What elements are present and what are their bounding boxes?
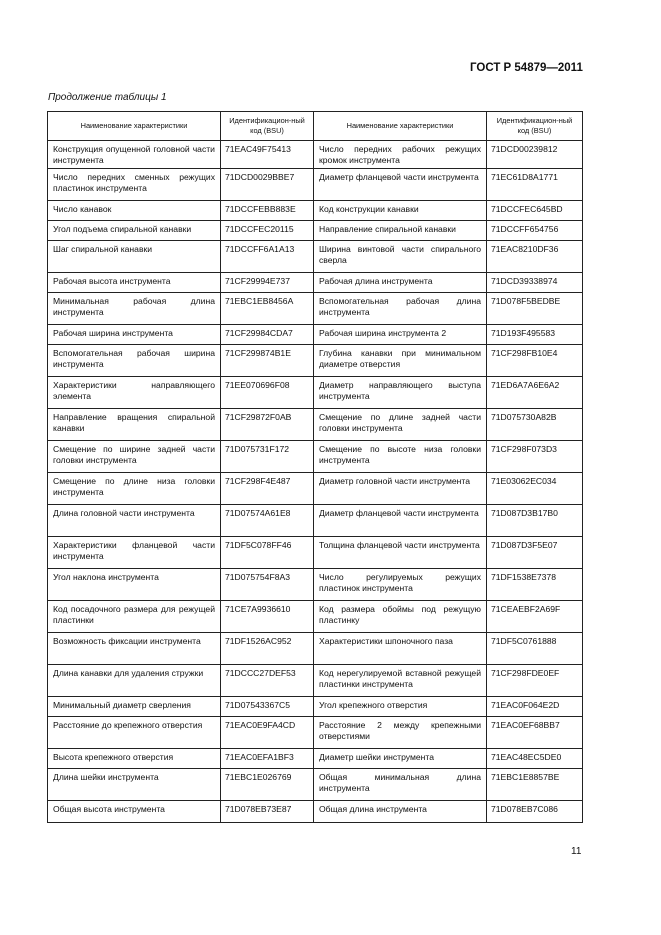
identification-code: 71D087D3B17B0 (487, 505, 583, 537)
standard-number: ГОСТ Р 54879—2011 (470, 62, 583, 74)
identification-code: 71D087D3F5E07 (487, 537, 583, 569)
table-row (48, 665, 583, 697)
column-header: Идентификацион-ный код (BSU) (487, 112, 583, 141)
characteristic-name: Диаметр фланцевой части инструмента (314, 505, 487, 537)
characteristic-name: Код посадочного размера для режущей пластинки (48, 601, 221, 633)
characteristic-name: Шаг спиральной канавки (48, 241, 221, 273)
identification-code: 71EE070696F08 (221, 377, 314, 409)
characteristic-name: Длина головной части инструмента (48, 505, 221, 537)
characteristic-name: Длина шейки инструмента (48, 769, 221, 801)
table-row (48, 293, 583, 325)
identification-code: 71D075754F8A3 (221, 569, 314, 601)
characteristic-name: Вспомогательная рабочая ширина инструмента (48, 345, 221, 377)
identification-code: 71EAC0F064E2D (487, 697, 583, 717)
identification-code: 71CEAEBF2A69F (487, 601, 583, 633)
identification-code: 71EAC0E9FA4CD (221, 717, 314, 749)
characteristic-name: Диаметр головной части инструмента (314, 473, 487, 505)
identification-code: 71EBC1EB8456A (221, 293, 314, 325)
identification-code: 71DCD39338974 (487, 273, 583, 293)
characteristic-name: Рабочая ширина инструмента 2 (314, 325, 487, 345)
table-row (48, 569, 583, 601)
characteristic-name: Толщина фланцевой части инструмента (314, 537, 487, 569)
identification-code: 71EC61D8A1771 (487, 169, 583, 201)
characteristic-name: Глубина канавки при минимальном диаметре отверстия (314, 345, 487, 377)
identification-code: 71DCCC27DEF53 (221, 665, 314, 697)
identification-code: 71D078EB73E87 (221, 801, 314, 823)
identification-code: 71D07574A61E8 (221, 505, 314, 537)
characteristic-name: Угол крепежного отверстия (314, 697, 487, 717)
identification-code: 71D193F495583 (487, 325, 583, 345)
identification-code: 71CF299874B1E (221, 345, 314, 377)
table-row (48, 345, 583, 377)
table-header-row (48, 112, 583, 141)
characteristic-name: Число канавок (48, 201, 221, 221)
characteristic-name: Расстояние 2 между крепежными отверстиями (314, 717, 487, 749)
characteristic-name: Конструкция опущенной головной части инструмента (48, 141, 221, 169)
identification-code: 71EBC1E026769 (221, 769, 314, 801)
characteristic-name: Угол подъема спиральной канавки (48, 221, 221, 241)
characteristic-name: Длина канавки для удаления стружки (48, 665, 221, 697)
characteristic-name: Смещение по ширине задней части головки инструмента (48, 441, 221, 473)
identification-code: 71EAC48EC5DE0 (487, 749, 583, 769)
table-row (48, 505, 583, 537)
identification-code: 71DCCFEC20115 (221, 221, 314, 241)
identification-code: 71CF29984CDA7 (221, 325, 314, 345)
identification-code: 71EAC8210DF36 (487, 241, 583, 273)
identification-code: 71CE7A9936610 (221, 601, 314, 633)
identification-code: 71ED6A7A6E6A2 (487, 377, 583, 409)
identification-code: 71DCD0029BBE7 (221, 169, 314, 201)
identification-code: 71CF298FB10E4 (487, 345, 583, 377)
identification-code: 71DF1526AC952 (221, 633, 314, 665)
table-row (48, 537, 583, 569)
identification-code: 71DF5C078FF46 (221, 537, 314, 569)
table-row (48, 241, 583, 273)
column-header: Наименование характеристики (48, 112, 221, 141)
identification-code: 71CF29872F0AB (221, 409, 314, 441)
characteristic-name: Характеристики шпоночного паза (314, 633, 487, 665)
table-row (48, 221, 583, 241)
characteristic-name: Код размера обоймы под режущую пластинку (314, 601, 487, 633)
identification-code: 71D078EB7C086 (487, 801, 583, 823)
identification-code: 71EBC1E8857BE (487, 769, 583, 801)
identification-code: 71DCCFF6A1A13 (221, 241, 314, 273)
page-number: 11 (571, 846, 582, 857)
table-row (48, 273, 583, 293)
identification-code: 71D075731F172 (221, 441, 314, 473)
characteristic-name: Угол наклона инструмента (48, 569, 221, 601)
table-row (48, 633, 583, 665)
characteristic-name: Число передних сменных режущих пластинок инструмента (48, 169, 221, 201)
identification-code: 71D07543367C5 (221, 697, 314, 717)
characteristic-name: Рабочая длина инструмента (314, 273, 487, 293)
identification-code: 71EAC0EF68BB7 (487, 717, 583, 749)
identification-code: 71DCCFEBB883E (221, 201, 314, 221)
table-row (48, 169, 583, 201)
characteristic-name: Направление вращения спиральной канавки (48, 409, 221, 441)
characteristic-name: Рабочая ширина инструмента (48, 325, 221, 345)
characteristic-name: Минимальная рабочая длина инструмента (48, 293, 221, 325)
table-row (48, 141, 583, 169)
identification-code: 71DCCFF654756 (487, 221, 583, 241)
identification-code: 71EAC0EFA1BF3 (221, 749, 314, 769)
table-caption: Продолжение таблицы 1 (48, 92, 167, 103)
characteristics-table (47, 111, 583, 823)
characteristic-name: Диаметр шейки инструмента (314, 749, 487, 769)
characteristic-name: Расстояние до крепежного отверстия (48, 717, 221, 749)
characteristic-name: Характеристики направляющего элемента (48, 377, 221, 409)
identification-code: 71CF29994E737 (221, 273, 314, 293)
characteristic-name: Код нерегулируемой вставной режущей пластинки инструмента (314, 665, 487, 697)
characteristic-name: Ширина винтовой части спирального сверла (314, 241, 487, 273)
characteristic-name: Характеристики фланцевой части инструмента (48, 537, 221, 569)
identification-code: 71CF298F4E487 (221, 473, 314, 505)
characteristic-name: Код конструкции канавки (314, 201, 487, 221)
table-row (48, 201, 583, 221)
identification-code: 71DCD00239812 (487, 141, 583, 169)
table-row (48, 717, 583, 749)
characteristic-name: Общая высота инструмента (48, 801, 221, 823)
identification-code: 71EAC49F75413 (221, 141, 314, 169)
characteristic-name: Число регулируемых режущих пластинок инструмента (314, 569, 487, 601)
column-header: Наименование характеристики (314, 112, 487, 141)
column-header: Идентификацион-ный код (BSU) (221, 112, 314, 141)
table-row (48, 473, 583, 505)
identification-code: 71DCCFEC645BD (487, 201, 583, 221)
identification-code: 71DF5C0761888 (487, 633, 583, 665)
characteristic-name: Возможность фиксации инструмента (48, 633, 221, 665)
table-row (48, 697, 583, 717)
table-row (48, 377, 583, 409)
characteristic-name: Диаметр фланцевой части инструмента (314, 169, 487, 201)
table-row (48, 749, 583, 769)
characteristic-name: Общая длина инструмента (314, 801, 487, 823)
characteristic-name: Смещение по длине задней части головки инструмента (314, 409, 487, 441)
table-row (48, 325, 583, 345)
identification-code: 71DF1538E7378 (487, 569, 583, 601)
characteristic-name: Вспомогательная рабочая длина инструмента (314, 293, 487, 325)
table-row (48, 769, 583, 801)
characteristic-name: Рабочая высота инструмента (48, 273, 221, 293)
characteristic-name: Высота крепежного отверстия (48, 749, 221, 769)
characteristic-name: Смещение по высоте низа головки инструмента (314, 441, 487, 473)
table-row (48, 801, 583, 823)
characteristic-name: Общая минимальная длина инструмента (314, 769, 487, 801)
identification-code: 71D075730A82B (487, 409, 583, 441)
table-row (48, 409, 583, 441)
characteristic-name: Минимальный диаметр сверления (48, 697, 221, 717)
characteristic-name: Направление спиральной канавки (314, 221, 487, 241)
identification-code: 71CF298F073D3 (487, 441, 583, 473)
characteristic-name: Смещение по длине низа головки инструмента (48, 473, 221, 505)
identification-code: 71CF298FDE0EF (487, 665, 583, 697)
characteristic-name: Диаметр направляющего выступа инструмента (314, 377, 487, 409)
identification-code: 71E03062EC034 (487, 473, 583, 505)
characteristic-name: Число передних рабочих режущих кромок инструмента (314, 141, 487, 169)
table-row (48, 441, 583, 473)
table-row (48, 601, 583, 633)
identification-code: 71D078F5BEDBE (487, 293, 583, 325)
